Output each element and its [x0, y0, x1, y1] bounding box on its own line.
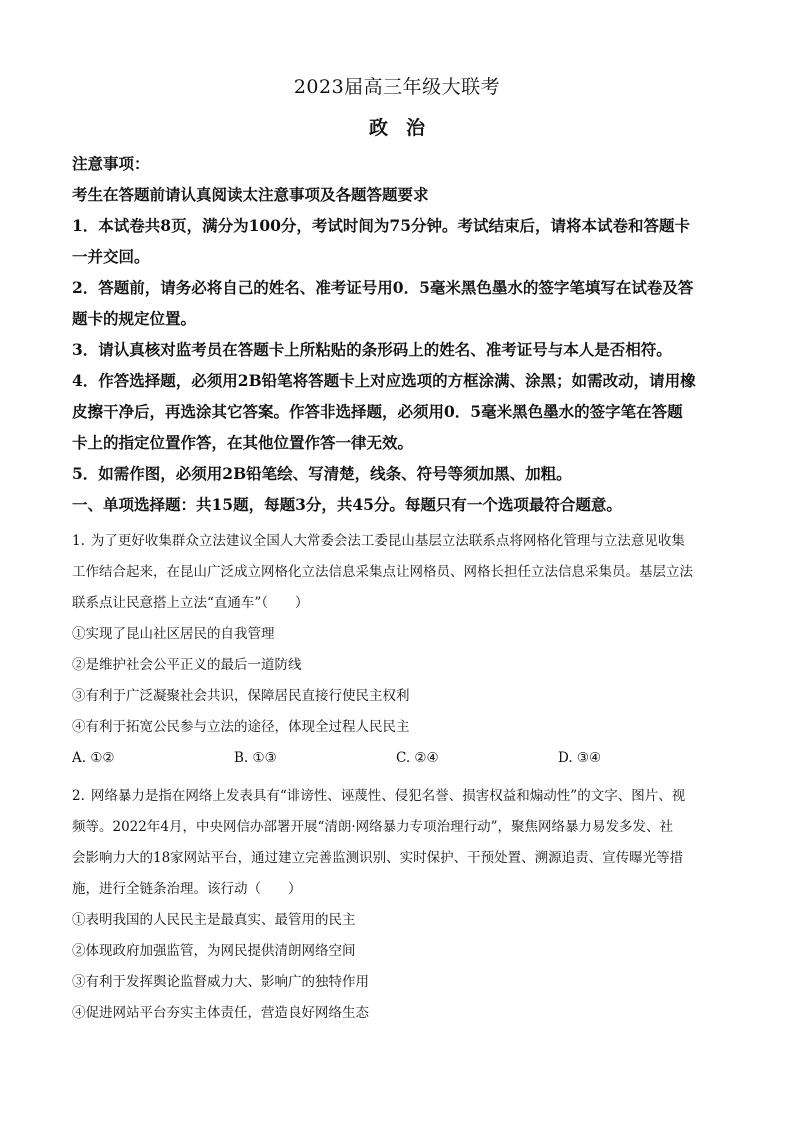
notice-line: 2．答题前，请务必将自己的姓名、准考证号用0．5毫米黑色墨水的签字笔填写在试卷及答 — [72, 278, 694, 297]
exam-title: 2023届高三年级大联考 — [293, 76, 501, 98]
statement: ③有利于广泛凝聚社会共识，保障居民直接行使民主权利 — [72, 688, 410, 704]
notice-intro: 考生在答题前请认真阅读太注意事项及各题答题要求 — [72, 185, 429, 204]
exam-subject: 政治 — [368, 117, 443, 139]
statement: ②体现政府加强监管，为网民提供清朗网络空间 — [72, 943, 356, 959]
notice-line: 一并交回。 — [72, 247, 150, 266]
question-1 — [72, 526, 724, 774]
section-heading: 一、单项选择题：共15题，每题3分，共45分。每题只有一个选项最符合题意。 — [72, 495, 622, 514]
question-stem-line: 联系点让民意搭上立法“直通车”（ ） — [72, 595, 309, 611]
statement: ②是维护社会公平正义的最后一道防线 — [72, 657, 302, 673]
question-number: 2. — [72, 788, 85, 804]
notice-line: 3．请认真核对监考员在答题卡上所粘贴的条形码上的姓名、准考证号与本人是否相符。 — [72, 340, 672, 359]
notice-line: 1．本试卷共8页，满分为100分，考试时间为75分钟。考试结束后，请将本试卷和答题卡 — [72, 216, 690, 235]
notice-line: 4．作答选择题，必须用2B铅笔将答题卡上对应选项的方框涂满、涂黑；如需改动，请用橡 — [72, 371, 696, 390]
notice-line: 题卡的规定位置。 — [72, 309, 197, 328]
option-c[interactable]: C. ②④ — [396, 750, 439, 766]
option-d[interactable]: D. ③④ — [558, 750, 602, 766]
notice-line: 卡上的指定位置作答，在其他位置作答一律无效。 — [72, 433, 414, 452]
statement: ①实现了昆山社区居民的自我管理 — [72, 626, 275, 642]
statement: ④促进网站平台夯实主体责任，营造良好网络生态 — [72, 1005, 369, 1021]
option-a[interactable]: A. ①② — [72, 750, 115, 766]
question-2 — [72, 781, 724, 1029]
question-stem-line: 工作结合起来，在昆山广泛成立网格化立法信息采集点让网格员、网格长担任立法信息采集员。基层立法 — [72, 564, 693, 580]
question-number: 1. — [72, 533, 85, 549]
notice-line: 5．如需作图，必须用2B铅笔绘、写清楚，线条、符号等须加黑、加粗。 — [72, 464, 572, 483]
question-stem-line: 施，进行全链条治理。该行动（ ） — [72, 881, 302, 897]
question-stem-line: 会影响力大的18家网站平台，通过建立完善监测识别、实时保护、干预处置、溯源追责、宣传曝光等措 — [72, 850, 684, 866]
notice-section — [72, 148, 724, 520]
question-stem-line: 1. 为了更好收集群众立法建议全国人大常委会法工委昆山基层立法联系点将网格化管理与立法意见收集 — [72, 533, 685, 549]
statement: ③有利于发挥舆论监督威力大、影响广的独特作用 — [72, 974, 369, 990]
option-b[interactable]: B. ①③ — [234, 750, 277, 766]
statement: ④有利于拓宽公民参与立法的途径，体现全过程人民民主 — [72, 719, 410, 735]
question-stem-line: 2. 网络暴力是指在网络上发表具有“诽谤性、诬蔑性、侵犯名誉、损害权益和煽动性”的文字、图片、视 — [72, 788, 686, 804]
answer-options — [72, 743, 724, 774]
statement: ①表明我国的人民民主是最真实、最管用的民主 — [72, 912, 356, 928]
notice-line: 皮擦干净后，再选涂其它答案。作答非选择题，必须用0．5毫米黑色墨水的签字笔在答题 — [72, 402, 683, 421]
notice-heading: 注意事项： — [72, 154, 150, 173]
question-stem-line: 频等。2022年4月，中央网信办部署开展“清朗·网络暴力专项治理行动”，聚焦网络暴力易发多发、社 — [72, 819, 674, 835]
